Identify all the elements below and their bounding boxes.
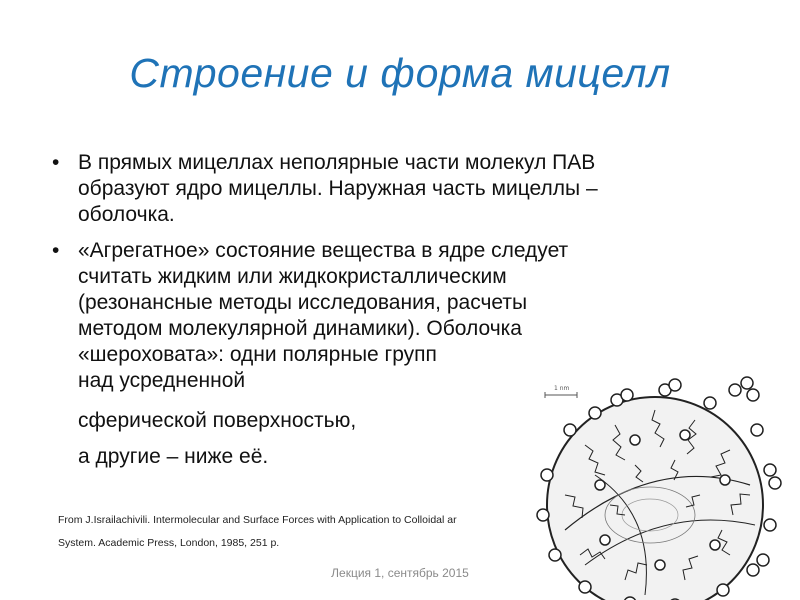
bullet-line: В прямых мицеллах неполярные части молекул ПАВ	[78, 151, 596, 174]
source-citation-line: From J.Israilachivili. Intermolecular and Surface Forces with Application to Colloidal ar	[58, 514, 457, 526]
bullet-line: образуют ядро мицеллы. Наружная часть мицеллы –	[78, 177, 598, 200]
slide-title: Строение и форма мицелл	[129, 50, 671, 96]
bullet-line: «Агрегатное» состояние вещества в ядре следует	[78, 239, 569, 262]
scale-bar-label: 1 nm	[554, 385, 570, 392]
bullet-item	[50, 150, 750, 228]
bullet-line: «шероховата»: одни полярные групп	[78, 343, 437, 366]
bullet-line: оболочка.	[78, 203, 175, 226]
bullet-dot: •	[52, 151, 60, 174]
micelle-illustration	[525, 365, 795, 600]
slide-footer: Лекция 1, сентябрь 2015	[331, 566, 469, 580]
micelle-sphere	[547, 397, 763, 600]
bullet-continuation-line: сферической поверхностью,	[78, 409, 357, 432]
bullet-dot: •	[52, 239, 60, 262]
scale-bar	[545, 385, 577, 398]
bullet-line: над усредненной	[78, 369, 246, 392]
bullet-continuation-line: а другие – ниже её.	[78, 445, 269, 468]
source-citation-line: System. Academic Press, London, 1985, 251 p.	[58, 537, 280, 549]
bullet-line: методом молекулярной динамики). Оболочка	[78, 317, 522, 340]
bullet-line: (резонансные методы исследования, расчеты	[78, 291, 528, 314]
bullet-line: считать жидким или жидкокристаллическим	[78, 265, 507, 288]
